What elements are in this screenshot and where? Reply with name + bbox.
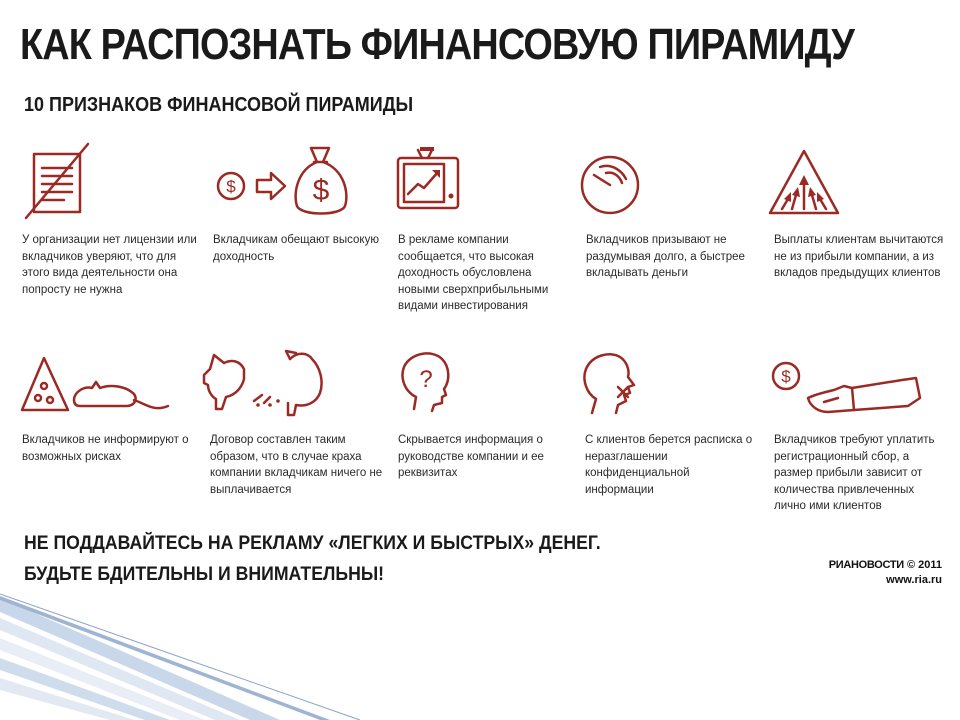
brand-logo: РИАНОВОСТИ	[828, 559, 904, 571]
crossed-license-icon	[20, 140, 100, 222]
clock-icon	[578, 145, 648, 220]
pyramid-arrows-icon	[768, 145, 848, 220]
svg-text:$: $	[226, 177, 236, 196]
sign-2-text: Вкладчикам обещают высокую доходность	[213, 234, 379, 263]
sign-5-text: Выплаты клиентам вычитаются не из прибыли компании, а из вкладов предыдущих клиентов	[774, 234, 944, 279]
decorative-stripes	[0, 590, 960, 720]
sign-3-text: В рекламе компании сообщается, что высокая доходность обусловлена новыми сверхприбыльными видами инвестирования	[398, 234, 549, 312]
question-head-icon	[392, 345, 462, 425]
sign-4-text: Вкладчиков призывают не раздумывая долго, а быстрее вкладывать деньги	[586, 234, 745, 279]
copyright: © 2011	[906, 559, 942, 571]
sign-7-text: Договор составлен таким образом, что в случае краха компании вкладчикам ничего не выплачивается	[210, 434, 383, 496]
svg-text:?: ?	[419, 366, 433, 393]
silenced-head-icon	[578, 345, 648, 425]
sign-1-text: У организации нет лицензии или вкладчиков уверяют, что для этого вида деятельности она попросту не нужна	[22, 234, 197, 296]
page-title: КАК РАСПОЗНАТЬ ФИНАНСОВУЮ ПИРАМИДУ	[20, 20, 854, 69]
cheese-mouse-icon	[18, 350, 188, 420]
slogan-line-2: БУДЬТЕ БДИТЕЛЬНЫ И ВНИМАТЕЛЬНЫ!	[24, 564, 385, 585]
sign-8-text: Скрывается информация о руководстве компании и ее реквизитах	[398, 434, 544, 479]
svg-text:$: $	[312, 174, 330, 207]
dollar-hand-icon	[768, 350, 938, 420]
sign-9-text: С клиентов берется расписка о неразглашении конфиденциальной информации	[585, 434, 753, 496]
sign-6-text: Вкладчиков не информируют о возможных рисках	[22, 434, 189, 463]
warning-slogan	[24, 528, 601, 590]
tv-growth-chart-icon	[392, 140, 472, 220]
sign-10-text: Вкладчиков требуют уплатить регистрационный сбор, а размер прибыли зависит от количества привлеченных лично ими клиентов	[774, 434, 935, 512]
website-link: www.ria.ru	[886, 574, 942, 586]
source-credit	[829, 558, 942, 588]
slogan-line-1: НЕ ПОДДАВАЙТЕСЬ НА РЕКЛАМУ «ЛЕГКИХ И БЫСТРЫХ» ДЕНЕГ.	[24, 533, 601, 554]
dollar-to-moneybag-icon	[205, 140, 355, 220]
broken-piggy-bank-icon	[200, 345, 350, 425]
svg-text:$: $	[781, 367, 791, 386]
page-subtitle: 10 ПРИЗНАКОВ ФИНАНСОВОЙ ПИРАМИДЫ	[24, 94, 414, 116]
